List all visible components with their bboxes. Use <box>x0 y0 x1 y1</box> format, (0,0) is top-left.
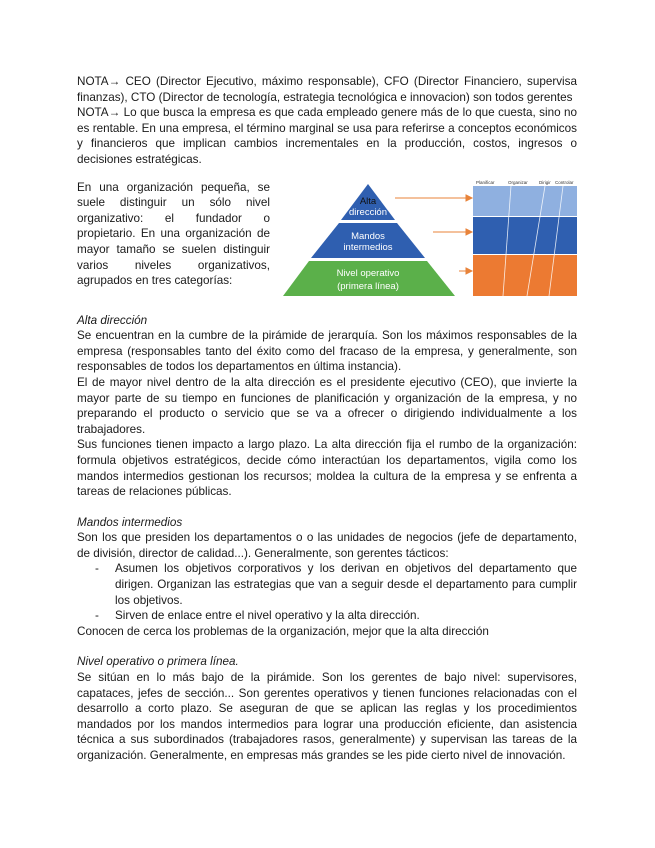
function-header-planificar: Planificar <box>476 179 495 185</box>
document-page <box>77 74 577 764</box>
organization-levels-figure <box>283 178 577 296</box>
nivel-operativo-heading: Nivel operativo o primera línea. <box>77 655 239 669</box>
function-header-organizar: Organizar <box>508 179 528 185</box>
pyramid-mid-label-2: intermedios <box>343 241 393 253</box>
pyramid-mid-label-1: Mandos <box>351 230 385 242</box>
pyramid-top-label-2: dirección <box>348 206 388 218</box>
list-item: - Asumen los objetivos corporativos y los derivan en objetivos del departamento que dirigen. Organizan las estrategias que van a seguir desde el departamento para cumplir los objetivos. <box>95 562 577 607</box>
bullet-dash: - <box>95 609 99 623</box>
bullet-dash: - <box>95 562 99 576</box>
block-nivel-operativo <box>473 255 577 296</box>
mandos-intermedios-heading: Mandos intermedios <box>77 515 183 529</box>
function-header-controlar: Controlar <box>555 179 574 185</box>
block-mandos-intermedios <box>473 217 577 254</box>
mandos-paragraph-1: Son los que presiden los departamentos o o las unidades de negocios (jefe de departamento, de división, director de calidad...). Generalmente, son gerentes tácticos: <box>77 531 577 560</box>
nota-paragraph-2: NOTA→ Lo que busca la empresa es que cada empleado genere más de lo que cuesta, sino no es rentable. En una empresa, el término marginal se usa para referirse a conceptos económicos y financieros que implican cambios incrementales en la producción, costos, ingresos o decisiones estratégicas. <box>77 106 577 166</box>
alta-paragraph-1: Se encuentran en la cumbre de la pirámide de jerarquía. Son los máximos responsables de la empresa (responsables tanto del éxito como del fracaso de la empresa, y generalmente, son responsables de todos los departamentos en última instancia). <box>77 329 577 374</box>
pyramid-bot-label-1: Nivel operativo <box>336 267 400 279</box>
alta-paragraph-3: Sus funciones tienen impacto a largo plazo. La alta dirección fija el rumbo de la organización: formula objetivos estratégicos, decide cómo interactúan los departamentos, vigila como los mandos intermedios gestionan los recursos; moldea la cultura de la empresa y se enfrenta a tareas de relaciones públicas. <box>77 438 577 499</box>
operativo-paragraph-1: Se sitúan en lo más bajo de la pirámide. Son los gerentes de bajo nivel: supervisores, capataces, jefes de sección... Son gerentes operativos y tienen funciones relacionadas con el desarrollo a corto plazo. Se aseguran de que se aplican las reglas y los procedimientos mandados por los mandos intermedios para lograr una producción eficiente, dan asistencia técnica a sus subordinados (trabajadores rasos, generalmente) y supervisan las tareas de la organización. Generalmente, en empresas más grandes se les pide cierto nivel de innovación. <box>77 671 577 762</box>
pyramid-bot-label-2: (primera línea) <box>337 280 399 292</box>
pyramid-diagram <box>283 178 577 296</box>
alta-paragraph-2: El de mayor nivel dentro de la alta dirección es el presidente ejecutivo (CEO), que invierte la mayor parte de su tiempo en funciones de planificación y organización de la empresa, y no preparando el producto o servicio que se va a ofrecer o dirigiendo individualmente a los trabajadores. <box>77 375 577 436</box>
intro-section <box>77 180 577 298</box>
alta-direccion-heading: Alta dirección <box>77 313 148 327</box>
intro-paragraph: En una organización pequeña, se suele distinguir un sólo nivel organizativo: el fundador o propietario. En una organización de mayor tamaño se suelen distinguir varios niveles organizativos, agrupados en tres categorías: <box>77 180 270 288</box>
nota-paragraph-1: NOTA→ CEO (Director Ejecutivo, máximo responsable), CFO (Director Financiero, supervisa finanzas), CTO (Director de tecnología, estrategia tecnológica e innovacion) son todos gerentes <box>77 75 577 104</box>
function-header-dirigir: Dirigir <box>539 179 551 185</box>
mandos-bullet-list <box>77 561 577 623</box>
list-item: - Sirven de enlace entre el nivel operativo y la alta dirección. <box>95 609 420 623</box>
mandos-paragraph-2: Conocen de cerca los problemas de la organización, mejor que la alta dirección <box>77 624 489 638</box>
pyramid-top-label-1: Alta <box>359 195 377 207</box>
